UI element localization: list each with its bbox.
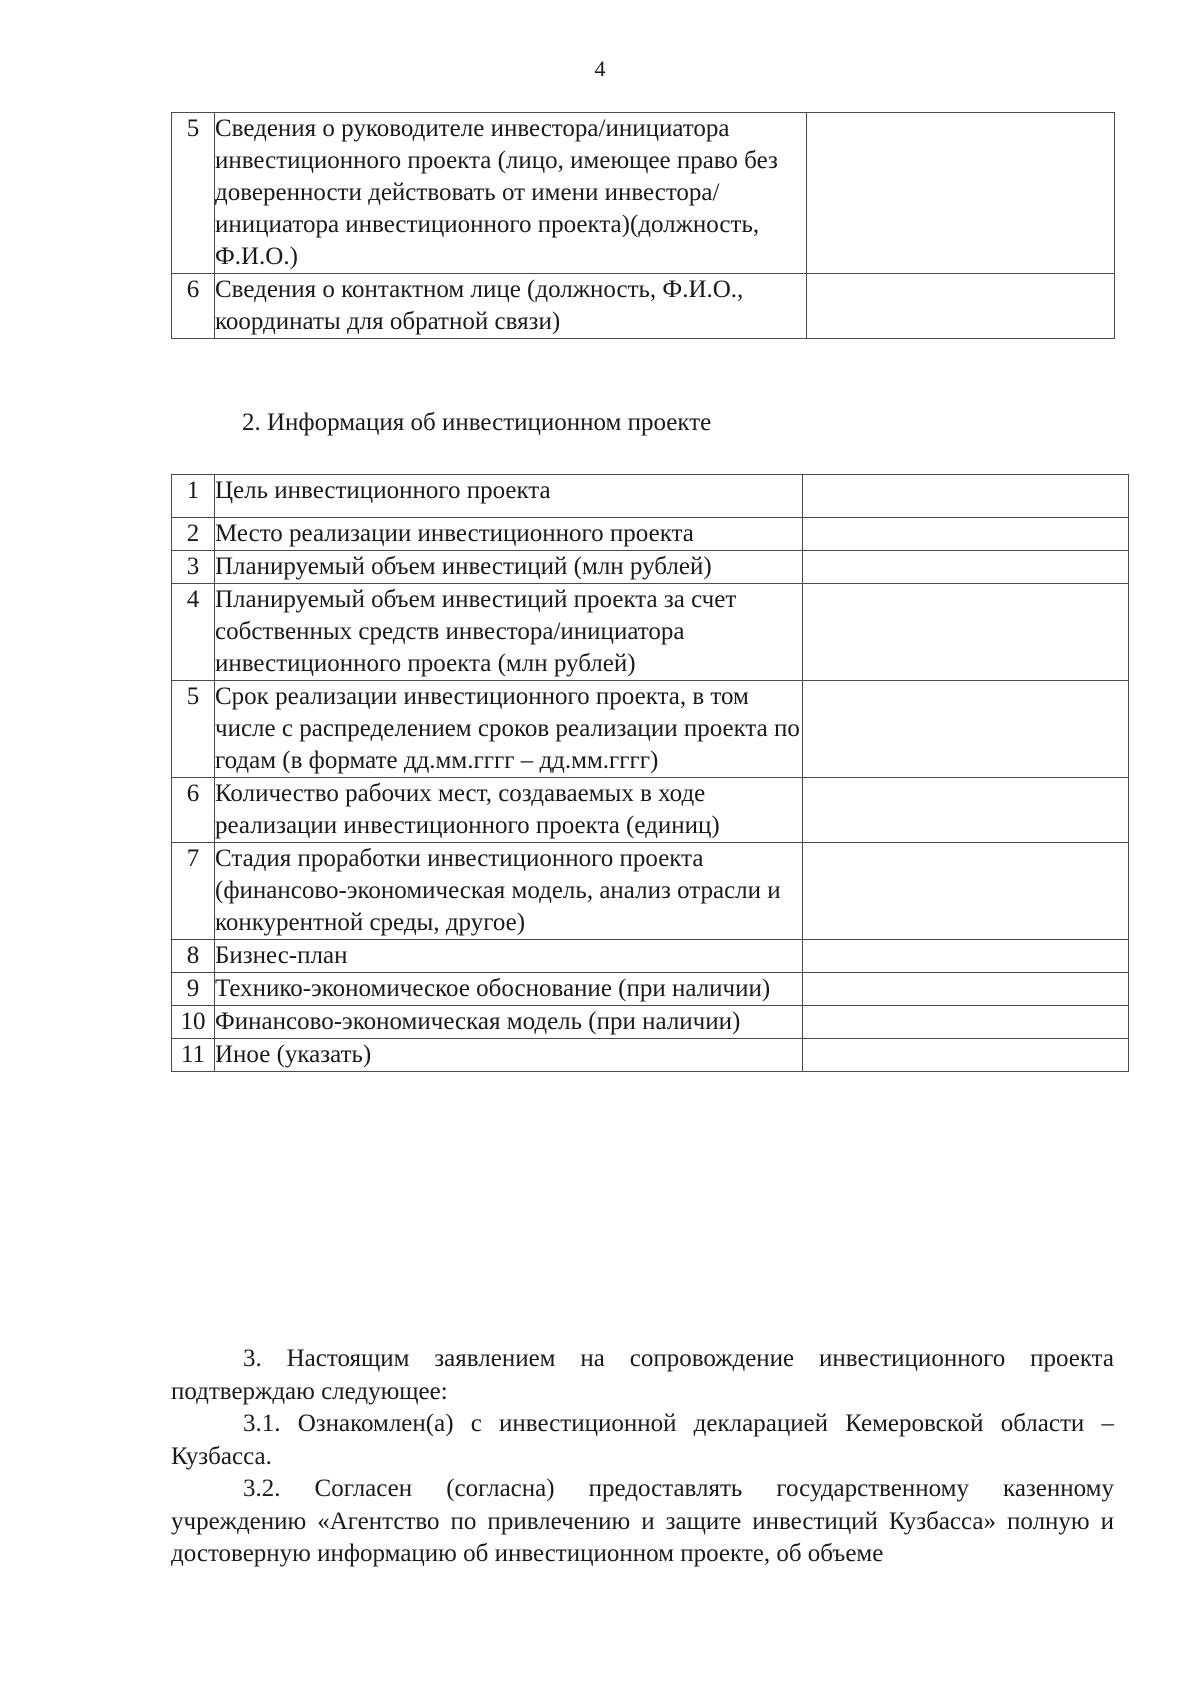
- table-row: [172, 551, 1129, 584]
- row-number: 9: [172, 973, 215, 1006]
- row-value-cell[interactable]: [803, 973, 1129, 1006]
- row-number: 6: [172, 778, 215, 843]
- row-label: Финансово-экономическая модель (при наличии): [215, 1006, 803, 1039]
- row-number: 4: [172, 584, 215, 681]
- row-value-cell[interactable]: [803, 778, 1129, 843]
- row-number: 2: [172, 518, 215, 551]
- row-value-cell[interactable]: [803, 843, 1129, 940]
- table-row: [172, 274, 1115, 339]
- row-number: 7: [172, 843, 215, 940]
- table-row: [172, 843, 1129, 940]
- table-row: [172, 940, 1129, 973]
- table-row: [172, 584, 1129, 681]
- page-number: 4: [594, 56, 606, 81]
- row-value-cell[interactable]: [803, 1006, 1129, 1039]
- row-label: Иное (указать): [215, 1039, 803, 1072]
- table-row: [172, 681, 1129, 778]
- row-value-cell[interactable]: [803, 551, 1129, 584]
- row-number: 8: [172, 940, 215, 973]
- table-row: [172, 113, 1115, 274]
- row-value-cell[interactable]: [803, 518, 1129, 551]
- row-number: 10: [172, 1006, 215, 1039]
- row-value-cell[interactable]: [803, 681, 1129, 778]
- row-label: Количество рабочих мест, создаваемых в ходе реализации инвестиционного проекта (единиц): [215, 778, 803, 843]
- table-row: [172, 778, 1129, 843]
- table-row: [172, 475, 1129, 518]
- row-value-cell[interactable]: [803, 940, 1129, 973]
- row-number: 3: [172, 551, 215, 584]
- row-label: Планируемый объем инвестиций проекта за счет собственных средств инвестора/инициатора инвестиционного проекта (млн рублей): [215, 584, 803, 681]
- row-label: Технико-экономическое обоснование (при наличии): [215, 973, 803, 1006]
- table-row: [172, 973, 1129, 1006]
- row-value-cell[interactable]: [803, 584, 1129, 681]
- row-label: Сведения о контактном лице (должность, Ф.И.О., координаты для обратной связи): [215, 274, 807, 339]
- row-label: Планируемый объем инвестиций (млн рублей): [215, 551, 803, 584]
- row-value-cell[interactable]: [803, 475, 1129, 518]
- row-label: Сведения о руководителе инвестора/инициатора инвестиционного проекта (лицо, имеющее право без доверенности действовать от имени инвестора/инициатора инвестиционного проекта)(должность, Ф.И.О.): [215, 113, 807, 274]
- declaration-text: [171, 1343, 1114, 1571]
- table-row: [172, 518, 1129, 551]
- project-info-table: [171, 474, 1129, 1072]
- row-value-cell[interactable]: [803, 1039, 1129, 1072]
- row-label: Место реализации инвестиционного проекта: [215, 518, 803, 551]
- paragraph-3-2: 3.2. Согласен (согласна) предоставлять государственному казенному учреждению «Агентство по привлечению и защите инвестиций Кузбасса» полную и достоверную информацию об инвестиционном проекте, об объеме: [171, 1475, 1114, 1567]
- row-value-cell[interactable]: [807, 274, 1115, 339]
- applicant-info-table: [171, 112, 1115, 339]
- row-label: Срок реализации инвестиционного проекта, в том числе с распределением сроков реализации проекта по годам (в формате дд.мм.гггг – дд.мм.гггг): [215, 681, 803, 778]
- paragraph-3-1: 3.1. Ознакомлен(а) с инвестиционной декларацией Кемеровской области – Кузбасса.: [171, 1410, 1114, 1470]
- row-label: Цель инвестиционного проекта: [215, 475, 803, 518]
- row-number: 5: [172, 681, 215, 778]
- row-number: 6: [172, 274, 215, 339]
- row-number: 11: [172, 1039, 215, 1072]
- table-row: [172, 1006, 1129, 1039]
- section-heading: 2. Информация об инвестиционном проекте: [242, 409, 712, 436]
- row-number: 5: [172, 113, 215, 274]
- row-value-cell[interactable]: [807, 113, 1115, 274]
- table-row: [172, 1039, 1129, 1072]
- paragraph-3: 3. Настоящим заявлением на сопровождение инвестиционного проекта подтверждаю следующее:: [171, 1345, 1114, 1405]
- row-number: 1: [172, 475, 215, 518]
- row-label: Стадия проработки инвестиционного проекта (финансово-экономическая модель, анализ отрасли и конкурентной среды, другое): [215, 843, 803, 940]
- row-label: Бизнес-план: [215, 940, 803, 973]
